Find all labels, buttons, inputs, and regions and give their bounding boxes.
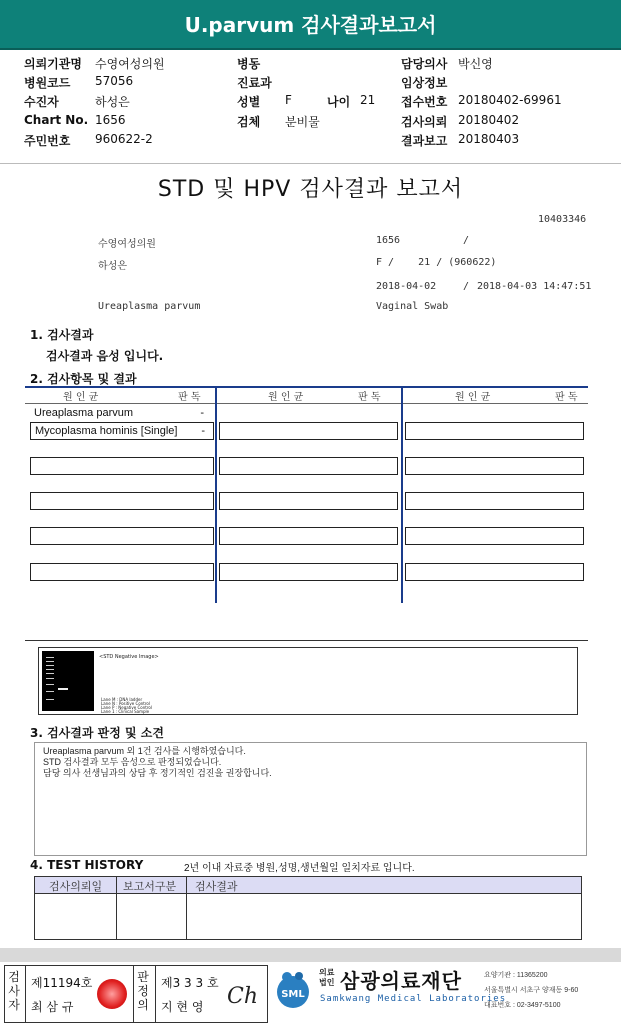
resident-no-value: 960622-2 [95,132,153,146]
hospital-code-value: 57056 [95,74,134,88]
col-head-pathogen-1: 원 인 균 [63,392,99,403]
section1-title: 1. 검사결과 [30,328,94,342]
report-date-value: 20180403 [458,132,520,146]
gel-image-caption: <STD Negative Image> [99,654,159,660]
section3-title: 3. 검사결과 판정 및 소견 [30,726,164,740]
org-english-name: Samkwang Medical Laboratories [320,994,507,1004]
opinion-line: Ureaplasma parvum 외 1건 검사를 시행하였습니다. [43,746,246,756]
resident-no-label: 주민번호 [24,134,71,148]
meta-organism: Ureaplasma parvum [98,301,201,312]
meta-patient: 하성은 [98,261,127,272]
empty-cell [405,457,584,475]
grid-col-divider-2 [401,386,403,603]
meta-chart: 1656 [376,235,401,246]
grid-header-line [25,403,588,404]
svg-text:SML: SML [281,989,305,1000]
empty-cell [219,527,398,545]
footer [0,962,621,1030]
age-value: 21 [360,93,376,107]
request-date-value: 20180402 [458,113,520,127]
institution-value: 수영여성의원 [95,57,165,71]
empty-cell [30,457,214,475]
pathogen-name: Ureaplasma parvum [34,407,134,419]
empty-cell [405,563,584,581]
meta-date-request: 2018-04-02 [376,281,437,292]
info-divider [0,163,621,164]
history-col-result: 검사결과 [195,880,238,893]
gel-image-legend: Lane M : DNA ladder Lane N : Positive Control Lane P : Negative Control Lane 1 : Clinical Sample [101,697,152,714]
col-head-judgement-2: 판 독 [358,392,381,403]
empty-cell [219,563,398,581]
footer-separator [0,948,621,962]
col-head-pathogen-3: 원 인 균 [455,392,491,403]
opinion-box [34,742,587,856]
request-date-label: 검사의뢰 [401,115,448,129]
empty-cell [30,492,214,510]
empty-cell [405,492,584,510]
history-col-request-date: 검사의뢰일 [49,880,103,893]
section2-title: 2. 검사항목 및 결과 [30,372,137,386]
clinical-info-label: 임상정보 [401,76,448,90]
gel-image-box [38,647,578,715]
org-name: 삼광의료재단 [340,969,462,993]
empty-cell [219,422,398,440]
institution-label: 의뢰기관명 [24,57,82,71]
meta-hospital: 수영여성의원 [98,239,156,250]
grid-col-divider-1 [215,386,217,603]
receipt-no-value: 20180402-69961 [458,93,562,107]
org-code: 요양기관 : 11365200 [484,972,548,979]
reviewer-vertical-label: 판정의 [137,970,149,1012]
ward-label: 병동 [237,57,261,71]
doc-number: 10403346 [538,214,587,225]
meta-sex-age: F / 21 / (960622) [376,257,497,268]
org-address: 서울특별시 서초구 양재동 9-60 [484,987,579,994]
meta-date-sep: / [463,281,470,292]
reviewer-name: 지 현 영 [161,1000,204,1014]
doctor-label: 담당의사 [401,57,448,71]
history-note: 2년 이내 자료중 병원,성명,생년월일 일치자료 입니다. [184,863,415,874]
history-table [34,876,582,940]
history-col-divider [186,877,187,939]
reviewer-license-no: 제3 3 3 호 [161,976,219,990]
pathogen-name: Mycoplasma hominis [Single] [35,425,178,437]
hospital-code-label: 병원코드 [24,76,71,90]
report-header-title: U.parvum 검사결과보고서 [0,0,621,50]
history-col-report-type: 보고서구분 [123,880,177,893]
empty-cell [30,527,214,545]
org-prefix: 의료 법인 [319,968,335,987]
department-label: 진료과 [237,76,272,90]
col-head-pathogen-2: 원 인 균 [268,392,304,403]
inspector-vertical-label: 검사자 [8,970,20,1012]
pathogen-result: - [201,425,205,437]
table-row [32,405,212,423]
meta-date-report: 2018-04-03 14:47:51 [477,281,592,292]
patient-value: 하성은 [95,95,130,109]
meta-slash: / [463,235,470,246]
empty-cell [30,563,214,581]
gel-electrophoresis-image [42,651,94,711]
specimen-label: 검체 [237,115,261,129]
doctor-value: 박신영 [458,57,493,71]
signature-box [4,965,268,1023]
signature-image: Ch [227,984,259,1009]
empty-cell [405,422,584,440]
table-row [30,422,214,440]
specimen-value: 분비물 [285,115,320,129]
pathogen-result: - [200,407,204,419]
sex-label: 성별 [237,95,261,109]
inspector-license-no: 제11194호 [31,976,93,990]
section4-title: 4. TEST HISTORY [30,858,144,872]
opinion-line: 담당 의사 선생님과의 상담 후 정기적인 검진을 권장합니다. [43,768,272,778]
empty-cell [219,492,398,510]
org-phone: 대표번호 : 02-3497-5100 [484,1002,561,1009]
patient-label: 수진자 [24,95,59,109]
chart-no-value: 1656 [95,113,126,127]
sex-value: F [285,93,292,107]
inspector-name: 최 삼 규 [31,1000,74,1014]
age-label: 나이 [327,95,351,109]
empty-cell [405,527,584,545]
meta-specimen: Vaginal Swab [376,301,449,312]
sml-logo-icon [272,968,314,1010]
patient-info [0,52,621,164]
section1-result: 검사결과 음성 입니다. [46,349,164,363]
col-head-judgement-1: 판 독 [178,392,201,403]
report-date-label: 결과보고 [401,134,448,148]
opinion-line: STD 검사결과 모두 음성으로 판정되었습니다. [43,757,222,767]
section2-bottom-line [25,640,588,641]
report-title: STD 및 HPV 검사결과 보고서 [157,177,464,202]
col-head-judgement-3: 판 독 [555,392,578,403]
history-col-divider [116,877,117,939]
chart-no-label: Chart No. [24,113,89,127]
seal-stamp [97,979,127,1009]
empty-cell [219,457,398,475]
grid-top-line [25,386,588,388]
receipt-no-label: 접수번호 [401,95,448,109]
